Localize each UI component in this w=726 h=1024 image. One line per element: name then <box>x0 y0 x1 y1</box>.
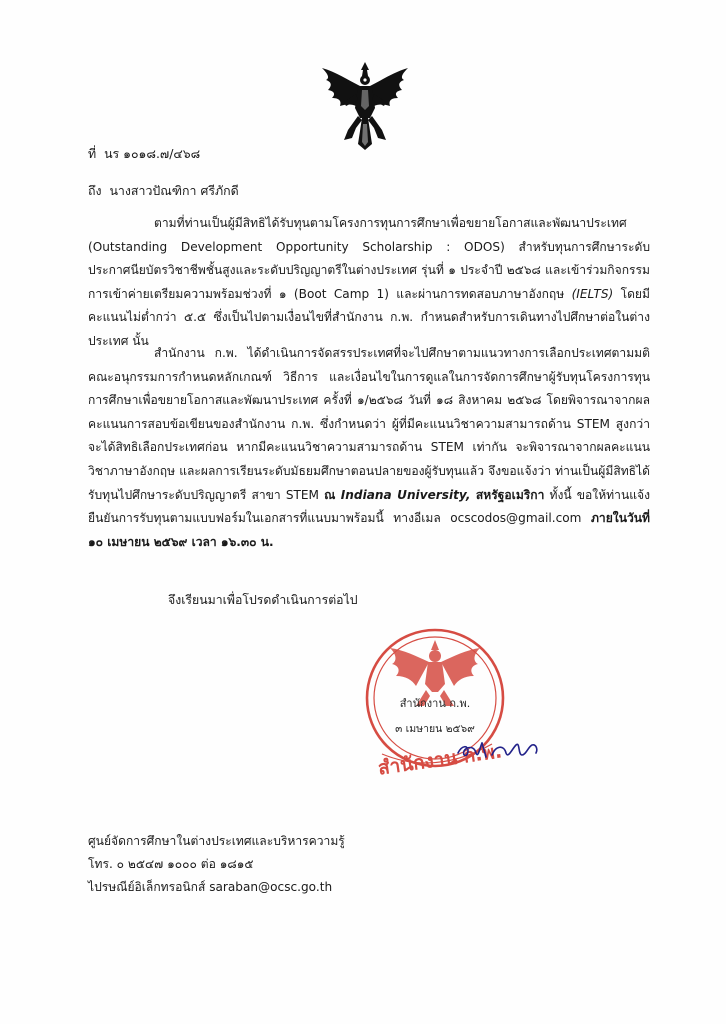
reference-value: นร ๑๐๑๘.๗/๔๖๘ <box>104 146 201 161</box>
footer-division: ศูนย์จัดการศึกษาในต่างประเทศและบริหารความรู้ <box>88 834 345 848</box>
country-name: สหรัฐอเมริกา <box>470 487 545 502</box>
ielts-text: (IELTS) <box>571 286 614 301</box>
signature-icon <box>456 735 540 765</box>
stamp-date: ๓ เมษายน ๒๕๖๙ <box>395 723 475 735</box>
recipient-label: ถึง <box>88 183 102 198</box>
closing-line: จึงเรียนมาเพื่อโปรดดำเนินการต่อไป <box>168 593 358 607</box>
recipient-name: นางสาวปัณฑิกา ศรีภักดี <box>109 183 239 198</box>
footer-phone: โทร. ๐ ๒๕๔๗ ๑๐๐๐ ต่อ ๑๘๑๕ <box>88 857 254 871</box>
deadline-text: ภายในวันที่ ๑๐ เมษายน ๒๕๖๙ เวลา ๑๖.๓๐ น. <box>88 511 650 549</box>
stamp-office: สำนักงาน ก.พ. <box>399 697 471 710</box>
body-paragraph-1: ตามที่ท่านเป็นผู้มีสิทธิได้รับทุนตามโครงการทุนการศึกษาเพื่อขยายโอกาสและพัฒนาประเทศ (Outstanding Development Opportunity Scholarship : ODOS) สำหรับทุนการศึกษาระดับประกาศนียบัตรวิชาชีพชั้นสูงและระดับปริญญาตรีในต่างประเทศ รุ่นที่ ๑ ประจำปี ๒๕๖๘ และเข้าร่วมกิจกรรมการเข้าค่ายเตรียมความพร้อมช่วงที่ ๑ (Boot Camp 1) และผ่านการทดสอบภาษาอังกฤษ (IELTS) โดยมีคะแนนไม่ต่ำกว่า ๕.๕ ซึ่งเป็นไปตามเงื่อนไขที่สำนักงาน ก.พ. กำหนดสำหรับการเดินทางไปศึกษาต่อในต่างประเทศ นั้น <box>88 216 650 348</box>
stamp-arc-label: สำนักงาน ก.พ. <box>376 740 504 780</box>
recipient-line <box>88 183 239 199</box>
university-name: Indiana University, <box>340 487 471 502</box>
garuda-emblem-icon <box>318 60 412 152</box>
footer-contact <box>88 830 345 899</box>
body-paragraph-2: สำนักงาน ก.พ. ได้ดำเนินการจัดสรรประเทศที่จะไปศึกษาตามแนวทางการเลือกประเทศตามมติคณะอนุกรรมการกำหนดหลักเกณฑ์ วิธีการ และเงื่อนไขในการดูแลในการจัดการศึกษาผู้รับทุนโครงการทุนการศึกษาเพื่อขยายโอกาสและพัฒนาประเทศ ครั้งที่ ๑/๒๕๖๘ วันที่ ๑๘ สิงหาคม ๒๕๖๘ โดยพิจารณาจากผลคะแนนการสอบข้อเขียนของสำนักงาน ก.พ. ซึ่งกำหนดว่า ผู้ที่มีคะแนนวิชาความสามารถด้าน STEM สูงกว่าจะได้สิทธิเลือกประเทศก่อน หากมีคะแนนวิชาความสามารถด้าน STEM เท่ากัน จะพิจารณาจากผลคะแนนวิชาภาษาอังกฤษ และผลการเรียนระดับมัธยมศึกษาตอนปลายของผู้รับทุนแล้ว จึงขอแจ้งว่า ท่านเป็นผู้มีสิทธิได้รับทุนไปศึกษาระดับปริญญาตรี สาขา STEM ณ Indiana University, สหรัฐอเมริกา ทั้งนี้ ขอให้ท่านแจ้งยืนยันการรับทุนตามแบบฟอร์มในเอกสารที่แนบมาพร้อมนี้ ทางอีเมล ocscodos@gmail.com ภายในวันที่ ๑๐ เมษายน ๒๕๖๙ เวลา ๑๖.๓๐ น. <box>88 346 651 549</box>
university-prefix: ณ <box>324 487 341 502</box>
footer-email: ไปรษณีย์อิเล็กทรอนิกส์ saraban@ocsc.go.th <box>88 880 333 894</box>
reference-number <box>88 146 200 162</box>
reference-label: ที่ <box>88 146 97 161</box>
